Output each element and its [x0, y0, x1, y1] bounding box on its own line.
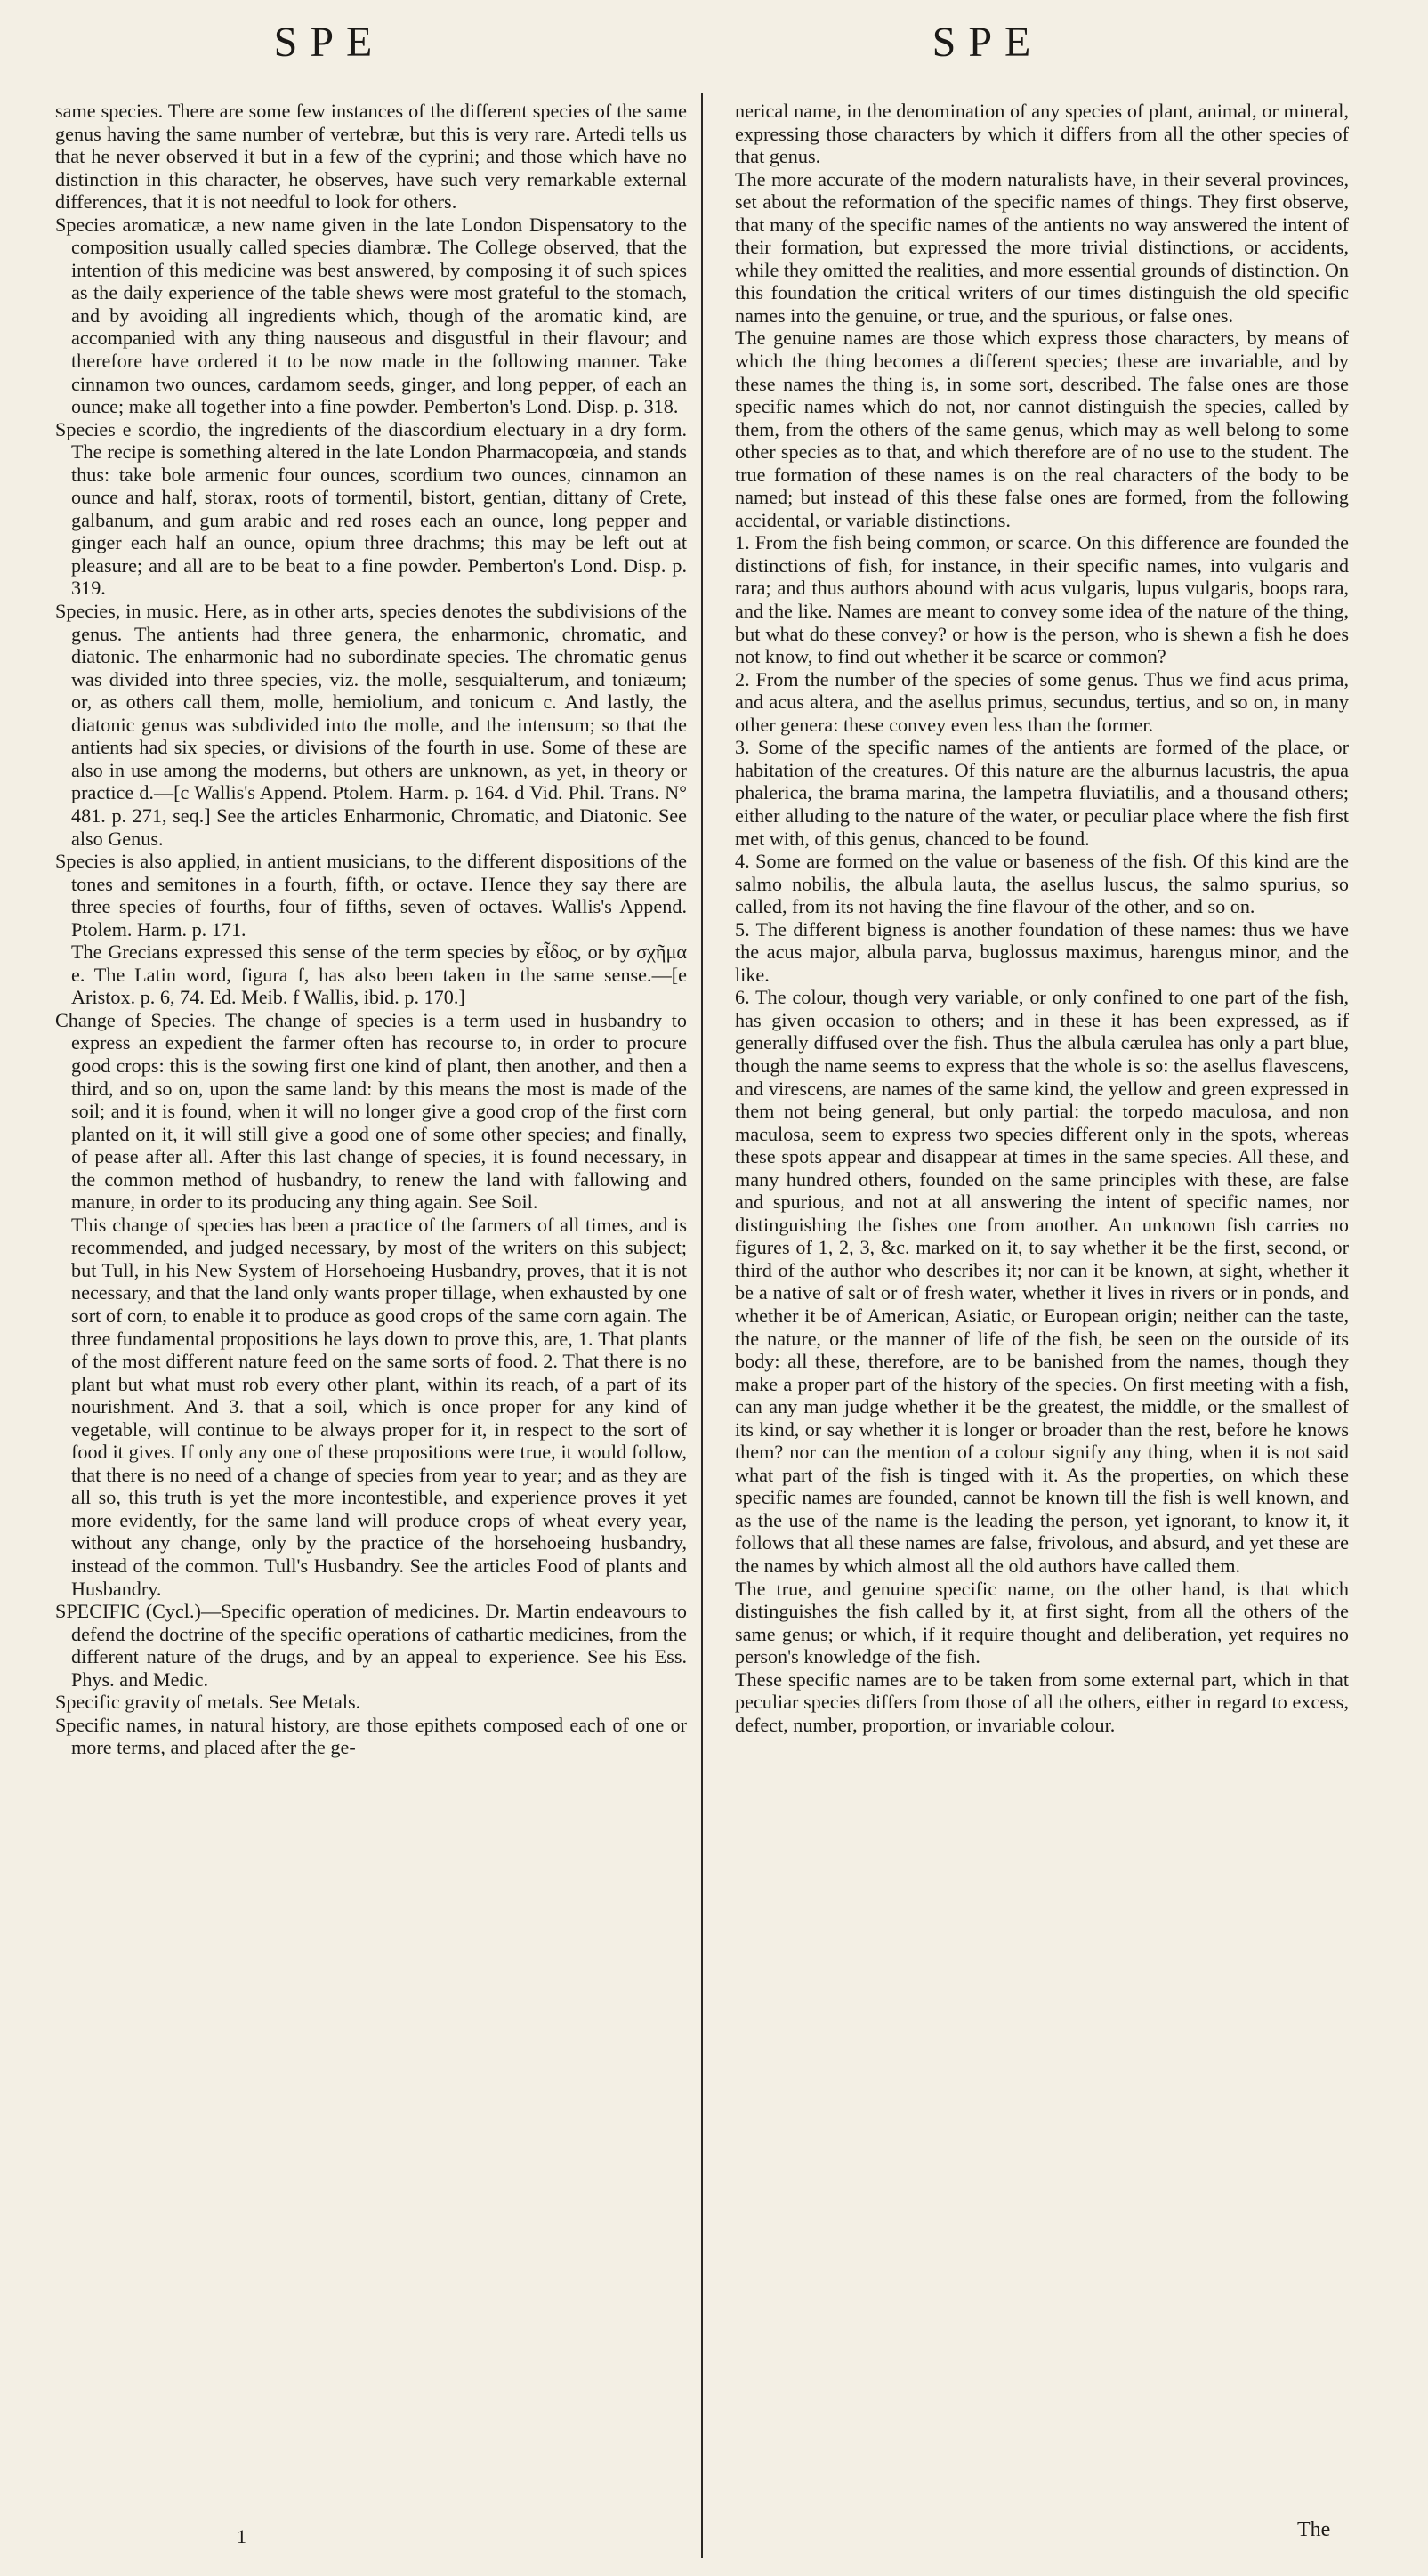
paragraph: This change of species has been a practice of the farmers of all times, and is recommended, and judged necessary, by most of the writers on this subject; but Tull, in his New System of Horsehoeing Husbandry, proves, that it is not necessary, and that the land only wants proper tillage, when exhausted by one sort of corn, to enable it to produce as good crops of the same corn again. The three fundamental propositions he lays down to prove this, are, 1. That plants of the most different nature feed on the same sorts of food. 2. That there is no plant but what must rob every other plant, within its reach, of a part of its nourishment. And 3. that a soil, which is once proper for any kind of vegetable, will continue to be always proper for it, in respect to the sort of food it gives. If only any one of these propositions were true, it would follow, that there is no need of a change of species from year to year; and as they are all so, this truth is yet the more incontestible, and experience proves it yet more evidently, for the same land will produce crops of wheat every year, without any change, only by the practice of the horsehoeing husbandry, instead of the common. Tull's Husbandry. See the articles Food of plants and Husbandry. [71, 1213, 687, 1600]
paragraph: Species e scordio, the ingredients of the diascordium electuary in a dry form. The recipe is something altered in the late London Pharmacopœia, and stands thus: take bole armenic four ounces, scordium two ounces, cinnamon an ounce and half, storax, roots of tormentil, bistort, gentian, dittany of Crete, galbanum, and gum arabic and red roses each an ounce, long pepper and ginger each half an ounce, opium three drachms; this may be left out at pleasure; and all are to be beat to a fine powder. Pemberton's Lond. Disp. p. 319. [55, 417, 687, 600]
paragraph: 3. Some of the specific names of the antients are formed of the place, or habitation of the creatures. Of this nature are the alburnus lacustris, the apua phalerica, the brama marina, the lampetra fluviatilis, and a thousand others; either alluding to the nature of the water, or peculiar place where the fish first met with, of this genus, chanced to be found. [735, 736, 1349, 850]
paragraph: The true, and genuine specific name, on the other hand, is that which distinguishes the fish called by it, at first sight, from all the others of the same genus; or which, if it require thought and deliberation, yet requires no person's knowledge of the fish. [735, 1577, 1349, 1668]
paragraph: 6. The colour, though very variable, or only confined to one part of the fish, has given occasion to others; and in these it has been expressed, as if generally diffused over the fish. Thus the albula cærulea has only a part blue, though the name seems to express that the whole is so: the asellus flavescens, and virescens, are names of the same kind, the yellow and green expressed in them not being general, but only partial: the torpedo maculosa, and non maculosa, seem to express two species different only in the spots, whereas these spots appear and disappear at times in the same species. All these, and many hundred others, founded on the same principles with these, are false and spurious, and not at all answering the intent of specific names, nor distinguishing the fishes one from another. An unknown fish carries no figures of 1, 2, 3, &c. marked on it, to say whether it be the first, second, or third of the author who describes it; nor can it be known, at sight, whether it be a native of salt or of fresh water, whether it lives in rivers or in ponds, and whether it be of American, Asiatic, or European origin; neither can the taste, the nature, or the manner of life of the fish, be seen on the outside of its body: all these, therefore, are to be banished from the names, though they make a proper part of the history of the species. On first meeting with a fish, can any man judge whether it be the greatest, the middle, or the smallest of its kind, or say whether it is longer or broader than the rest, before he knows them? nor can the mention of a colour signify any thing, when it is not said what part of the fish is tinged with it. As the properties, on which these specific names are founded, cannot be known till the fish is well known, and as the use of the name is the leading the person, yet ignorant, to know it, it follows that all these names are false, frivolous, and absurd, and yet these are the names by which almost all the old authors have called them. [735, 986, 1349, 1577]
right-column [735, 100, 1349, 1736]
paragraph: These specific names are to be taken from some external part, which in that peculiar species differs from those of all the others, either in regard to excess, defect, number, proportion, or invariable colour. [735, 1668, 1349, 1736]
running-head-left: SPE [273, 19, 385, 66]
paragraph: Species, in music. Here, as in other arts, species denotes the subdivisions of the genus. The antients had three genera, the enharmonic, chromatic, and diatonic. The enharmonic had no subordinate species. The chromatic genus was divided into three species, viz. the molle, sesquialterum, and toniæum; or, as others call them, molle, hemiolium, and tonicum c. And lastly, the diatonic genus was subdivided into the molle, and the intensum; so that the antients had six species, or divisions of the fourth in use. Some of these are also in use among the moderns, but others are unknown, as yet, in theory or practice d.—[c Wallis's Append. Ptolem. Harm. p. 164. d Vid. Phil. Trans. N° 481. p. 271, seq.] See the articles Enharmonic, Chromatic, and Diatonic. See also Genus. [55, 600, 687, 850]
paragraph: SPECIFIC (Cycl.)—Specific operation of medicines. Dr. Martin endeavours to defend the doctrine of the specific operations of cathartic medicines, from the different nature of the drugs, and by an appeal to experience. See his Ess. Phys. and Medic. [55, 1600, 687, 1691]
paragraph: The genuine names are those which express those characters, by means of which the thing becomes a different species; these are invariable, and by these names the thing is, in some sort, described. The false ones are those specific names which do not, nor cannot distinguish the species, called by them, from the others of the same genus, which may as well belong to some other species as to that, and which therefore are of no use to the student. The true formation of these names is on the real characters of the body to be named; but instead of this these false ones are formed, from the following accidental, or variable distinctions. [735, 327, 1349, 531]
paragraph: Specific gravity of metals. See Metals. [55, 1691, 361, 1714]
column-rule [701, 93, 703, 2558]
paragraph: nerical name, in the denomination of any species of plant, animal, or mineral, expressing those characters by which it differs from all the other species of that genus. [735, 100, 1349, 168]
page-folio: 1 [237, 2525, 246, 2548]
paragraph: Species is also applied, in antient musicians, to the different dispositions of the tones and semitones in a fourth, fifth, or octave. Hence they say there are three species of fourths, four of fifths, seven of octaves. Wallis's Append. Ptolem. Harm. p. 171. [55, 850, 687, 941]
paragraph: Species aromaticæ, a new name given in the late London Dispensatory to the composition usually called species diambræ. The College observed, that the intention of this medicine was best answered, by composing it of such spices as the daily experience of the table shews were most grateful to the stomach, and by avoiding all ingredients which, though of the aromatic kind, are accompanied with any thing nauseous and disgustful in their flavour; and therefore have ordered it to be now made in the following manner. Take cinnamon two ounces, cardamom seeds, ginger, and long pepper, of each an ounce; make all together into a fine powder. Pemberton's Lond. Disp. p. 318. [55, 213, 687, 418]
paragraph: The Grecians expressed this sense of the term species by εἶδος, or by σχῆμα e. The Latin word, figura f, has also been taken in the same sense.—[e Aristox. p. 6, 74. Ed. Meib. f Wallis, ibid. p. 170.] [71, 941, 687, 1009]
paragraph: 1. From the fish being common, or scarce. On this difference are founded the distinctions of fish, for instance, in their specific names, into vulgaris and rara; and thus authors abound with acus vulgaris, lupus vulgaris, boops rara, and the like. Names are meant to convey some idea of the nature of the thing, but what do these convey? or how is the person, who is shewn a fish he does not know, to find out whether it be scarce or common? [735, 531, 1349, 668]
paragraph: The more accurate of the modern naturalists have, in their several provinces, set about the reformation of the specific names of things. They first observe, that many of the specific names of the antients no way answered the intent of their formation, but expressed the more trivial distinctions, or accidents, while they omitted the realities, and more essential grounds of distinction. On this foundation the critical writers of our times distinguish the old specific names into the genuine, or true, and the spurious, or false ones. [735, 167, 1349, 327]
paragraph: 2. From the number of the species of some genus. Thus we find acus prima, and acus altera, and the asellus primus, secundus, tertius, and so on, in many other genera: these convey even less than the former. [735, 667, 1349, 736]
paragraph: Change of Species. The change of species is a term used in husbandry to express an expedient the farmer often has recourse to, in order to procure good crops: this is the sowing first one kind of plant, then another, and then a third, and so on, upon the same land: by this means the most is made of the soil; and it is found, when it will no longer give a good crop of the first corn planted on it, it will still give a good one of some other species; and finally, of pease after all. After this last change of species, it is found necessary, in the common method of husbandry, to renew the land with fallowing and manure, in order to its producing any thing again. See Soil. [55, 1008, 687, 1214]
paragraph: 4. Some are formed on the value or baseness of the fish. Of this kind are the salmo nobilis, the albula lauta, the asellus luscus, the salmo spurius, so called, from its not having the fine flavour of the other, and so on. [735, 850, 1349, 918]
catchword: The [1297, 2518, 1331, 2541]
left-column [55, 100, 687, 1759]
running-head-right: SPE [932, 19, 1044, 66]
paragraph: Specific names, in natural history, are those epithets composed each of one or more terms, and placed after the ge- [55, 1713, 687, 1759]
paragraph: same species. There are some few instances of the different species of the same genus having the same number of vertebræ, but this is very rare. Artedi tells us that he never observed it but in a few of the cyprini; and those which have no distinction in this character, he observes, have such very remarkable external differences, that it is not needful to look for others. [55, 100, 687, 214]
paragraph: 5. The different bigness is another foundation of these names: thus we have the acus major, albula parva, buglossus maximus, harengus minor, and the like. [735, 917, 1349, 986]
